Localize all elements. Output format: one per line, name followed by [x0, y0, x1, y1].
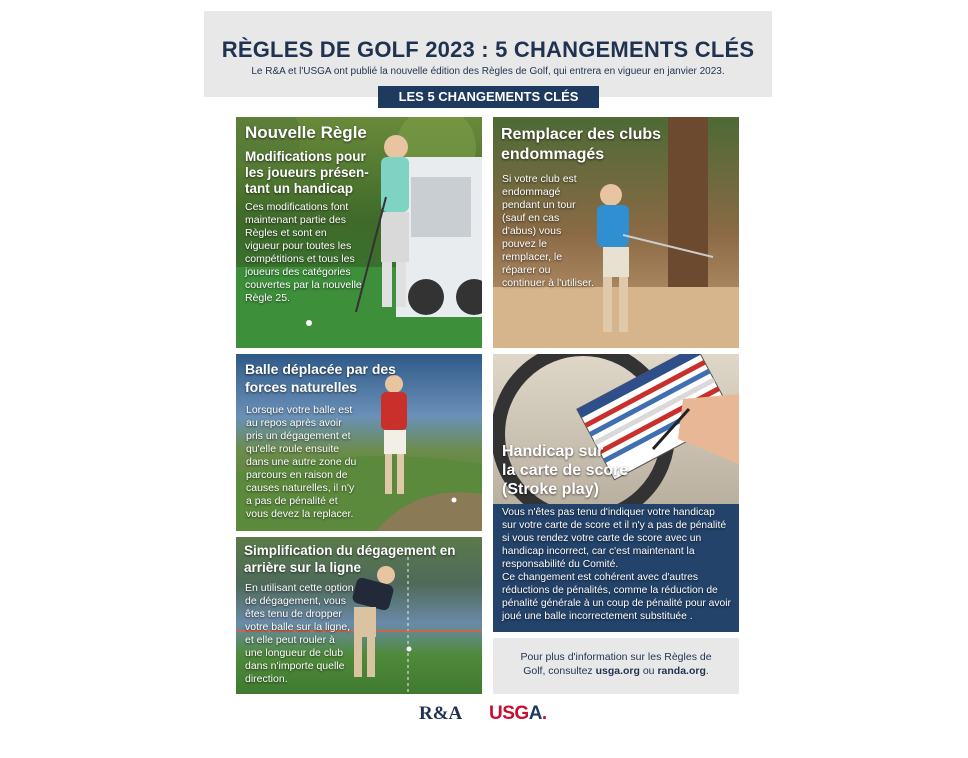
card-title: Balle déplacée par des forces naturelles: [245, 361, 396, 395]
usga-link[interactable]: usga.org: [595, 665, 640, 677]
card-body: Lorsque votre balle est au repos après avoir pris un dégagement et qu'elle roule ensuite dans une autre zone du parcours en raison de causes naturelles, il n'y a pas de pénalité et vous devez la replacer.: [246, 404, 357, 520]
usga-logo: USGA.: [489, 703, 547, 724]
more-info-line2: Golf, consultez usga.org ou randa.org.: [523, 665, 709, 677]
card-damaged-clubs: [493, 117, 739, 348]
card-body: Si votre club est endommagé pendant un tour (sauf en cas d'abus) vous pouvez le remplacer, le réparer ou continuer à l'utiliser.: [502, 173, 594, 289]
card-body: Ces modifications font maintenant partie des Règles et sont en vigueur pour toutes les compétitions et tous les joueurs des catégories couvertes par la nouvelle Règle 25.: [245, 201, 362, 304]
card-kicker: Nouvelle Règle: [245, 123, 367, 142]
card-title: Remplacer des clubs endommagés: [501, 126, 662, 163]
section-label: LES 5 CHANGEMENTS CLÉS: [378, 86, 599, 108]
card-new-rule-handicap: [236, 117, 482, 348]
more-info-line1: Pour plus d'information sur les Règles de: [520, 651, 712, 663]
card-body: Vous n'êtes pas tenu d'indiquer votre handicap sur votre carte de score et il n'y a pas de pénalité si vous rendez votre carte de score avec un handicap incorrect, car c'est maintenant la responsabilité du Comité. Ce changement est cohérent avec d'autres réductions de pénalités, comme la réduction de pénalité générale à un coup de pénalité pour avoir joué une balle incorrectement substituée .: [502, 507, 731, 622]
card-handicap-scorecard: [493, 354, 739, 632]
card-title: Handicap sur la carte de score (Stroke play): [502, 443, 629, 498]
card-title: Modifications pour les joueurs présen- tant un handicap: [245, 149, 369, 196]
card-body: En utilisant cette option de dégagement, vous êtes tenu de dropper votre balle sur la ligne, et elle peut rouler à une longueur de club dans n'importe quelle direction.: [245, 582, 354, 685]
card-back-on-line-relief: [236, 537, 482, 694]
page-title: RÈGLES DE GOLF 2023 : 5 CHANGEMENTS CLÉS: [221, 37, 755, 62]
card-ball-moved-natural-forces: [236, 354, 482, 531]
page-subtitle: Le R&A et l'USGA ont publié la nouvelle édition des Règles de Golf, qui entrera en vigueur en janvier 2023.: [251, 66, 725, 77]
ra-logo: R&A: [419, 703, 463, 724]
more-info-box: [493, 638, 739, 694]
card-title: Simplification du dégagement en arrière sur la ligne: [244, 543, 456, 575]
header-banner: [204, 11, 772, 97]
randa-link[interactable]: randa.org: [657, 665, 706, 677]
